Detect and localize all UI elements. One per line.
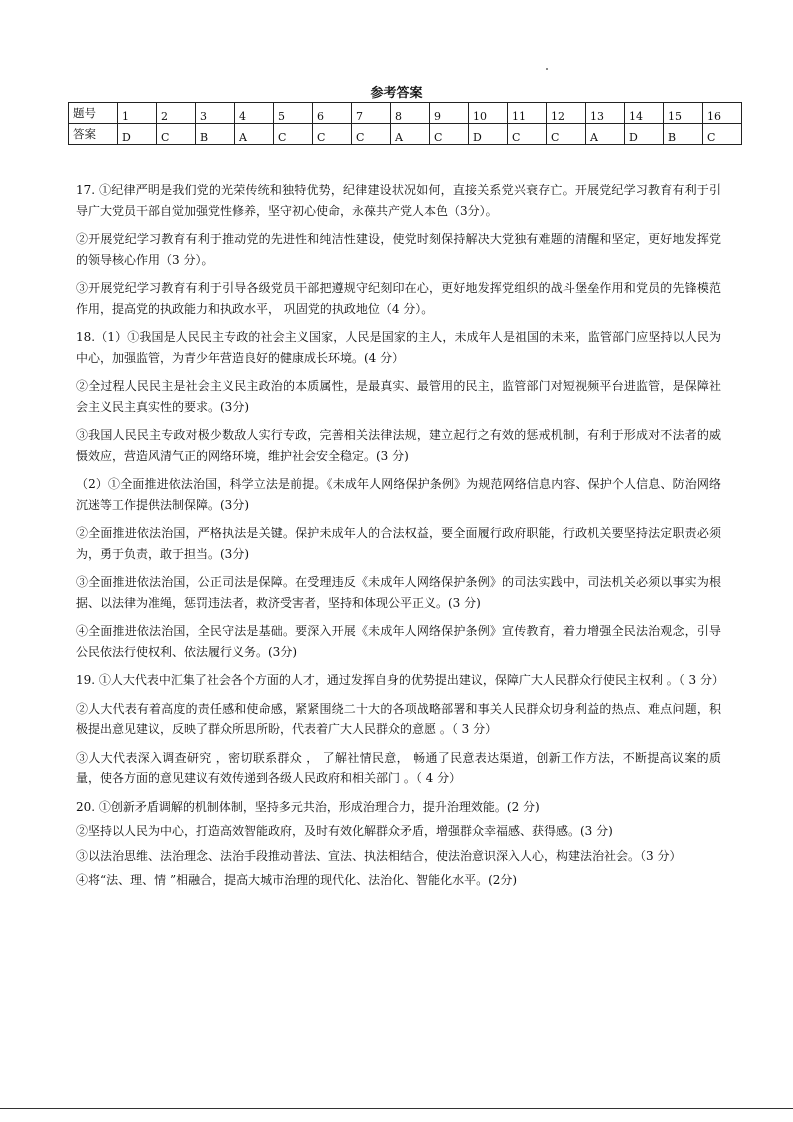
answer-cell: C: [547, 124, 586, 145]
question-number: 2: [157, 103, 196, 124]
answer-paragraph-17-1: 17. ①纪律严明是我们党的光荣传统和独特优势，纪律建设状况如何，直接关系党兴衰存亡。开展党纪学习教育有利于引导广大党员干部自觉加强党性修养，坚守初心使命，永葆共产党人本色（3分）。: [76, 183, 721, 218]
answer-row: [69, 124, 742, 145]
question-number: 9: [430, 103, 469, 124]
row-label-number: 题号: [69, 103, 118, 124]
answer-cell: D: [118, 124, 157, 145]
page-title: 参考答案: [370, 86, 423, 101]
answer-cell: D: [469, 124, 508, 145]
answer-cell: C: [508, 124, 547, 145]
row-label-answer: 答案: [69, 124, 118, 145]
bottom-rule: [0, 1108, 793, 1109]
question-number: 8: [391, 103, 430, 124]
answer-paragraph-17-3: ③开展党纪学习教育有利于引导各级党员干部把遵规守纪刻印在心，更好地发挥党组织的战斗堡垒作用和党员的先锋模范作用，提高党的执政能力和执政水平， 巩固党的执政地位（4 分）。: [76, 281, 721, 316]
question-number: 13: [586, 103, 625, 124]
answer-cell: C: [352, 124, 391, 145]
answer-paragraph-18-2-1: （2）①全面推进依法治国，科学立法是前提。《未成年人网络保护条例》为规范网络信息内容、保护个人信息、防治网络沉迷等工作提供法制保障。(3分): [76, 477, 721, 512]
answer-cell: C: [274, 124, 313, 145]
answer-cell: B: [196, 124, 235, 145]
question-number-row: [69, 103, 742, 124]
question-number: 11: [508, 103, 547, 124]
answer-paragraph-20-2: ②坚持以人民为中心，打造高效智能政府，及时有效化解群众矛盾，增强群众幸福感、获得感。(3 分): [76, 824, 613, 838]
answer-cell: D: [625, 124, 664, 145]
answer-paragraph-19-3: ③人大代表深入调查研究 ，密切联系群众 ， 了解社情民意， 畅通了民意表达渠道，创新工作方法，不断提高议案的质量，使各方面的意见建议有效传递到各级人民政府和相关部门 。（ 4 分）: [76, 750, 721, 785]
answer-paragraph-19-1: 19. ①人大代表中汇集了社会各个方面的人才，通过发挥自身的优势提出建议，保障广大人民群众行使民主权利 。（ 3 分）: [76, 673, 724, 687]
question-number: 1: [118, 103, 157, 124]
answer-cell: C: [430, 124, 469, 145]
question-number: 12: [547, 103, 586, 124]
question-number: 16: [703, 103, 742, 124]
answer-paragraph-17-2: ②开展党纪学习教育有利于推动党的先进性和纯洁性建设，使党时刻保持解决大党独有难题的清醒和坚定，更好地发挥党的领导核心作用（3 分）。: [76, 232, 721, 267]
answer-cell: A: [391, 124, 430, 145]
answer-paragraph-18-1-3: ③我国人民民主专政对极少数敌人实行专政，完善相关法律法规，建立起行之有效的惩戒机制，有利于形成对不法者的威慑效应，营造风清气正的网络环境，维护社会安全稳定。(3 分): [76, 428, 721, 463]
question-number: 14: [625, 103, 664, 124]
answer-cell: B: [664, 124, 703, 145]
answer-paragraph-18-2-4: ④全面推进依法治国，全民守法是基础。要深入开展《未成年人网络保护条例》宣传教育，着力增强全民法治观念，引导公民依法行使权利、依法履行义务。(3分): [76, 624, 721, 659]
answer-paragraph-18-2-3: ③全面推进依法治国，公正司法是保障。在受理违反《未成年人网络保护条例》的司法实践中，司法机关必须以事实为根据、以法律为准绳，惩罚违法者，救济受害者，坚持和体现公平正义。(3 分): [76, 575, 721, 610]
answer-paragraph-19-2: ②人大代表有着高度的责任感和使命感，紧紧围绕二十大的各项战略部署和事关人民群众切身利益的热点、难点问题，积极提出意见建议，反映了群众所思所盼，代表着广大人民群众的意愿 。（ 3 分）: [76, 701, 721, 736]
answer-cell: A: [235, 124, 274, 145]
question-number: 15: [664, 103, 703, 124]
answer-cell: A: [586, 124, 625, 145]
answer-content: [76, 180, 724, 895]
answer-cell: C: [703, 124, 742, 145]
answer-cell: C: [313, 124, 352, 145]
question-number: 10: [469, 103, 508, 124]
question-number: 6: [313, 103, 352, 124]
question-number: 3: [196, 103, 235, 124]
question-number: 5: [274, 103, 313, 124]
answer-paragraph-20-4: ④将“法、理、情 ”相融合，提高大城市治理的现代化、法治化、智能化水平。(2分): [76, 873, 518, 887]
answer-paragraph-20-1: 20. ①创新矛盾调解的机制体制，坚持多元共治，形成治理合力，提升治理效能。(2 分): [76, 799, 540, 814]
answer-paragraph-18-2-2: ②全面推进依法治国，严格执法是关键。保护未成年人的合法权益，要全面履行政府职能，行政机关要坚持法定职责必须为，勇于负责，敢于担当。(3分): [76, 526, 721, 561]
answer-paragraph-18-1-2: ②全过程人民民主是社会主义民主政治的本质属性，是最真实、最管用的民主，监管部门对短视频平台进监管，是保障社会主义民主真实性的要求。(3分): [76, 379, 721, 414]
answer-paragraph-18-1-1: 18.（1）①我国是人民民主专政的社会主义国家，人民是国家的主人，未成年人是祖国的未来，监管部门应坚持以人民为中心，加强监管，为青少年营造良好的健康成长环境。(4 分）: [76, 330, 721, 365]
question-number: 7: [352, 103, 391, 124]
scan-dot: [546, 68, 548, 70]
answer-paragraph-20-3: ③以法治思维、法治理念、法治手段推动普法、宣法、执法相结合，使法治意识深入人心，构建法治社会。（3 分）: [76, 848, 682, 863]
question-number: 4: [235, 103, 274, 124]
answer-table: [68, 102, 742, 145]
answer-cell: C: [157, 124, 196, 145]
